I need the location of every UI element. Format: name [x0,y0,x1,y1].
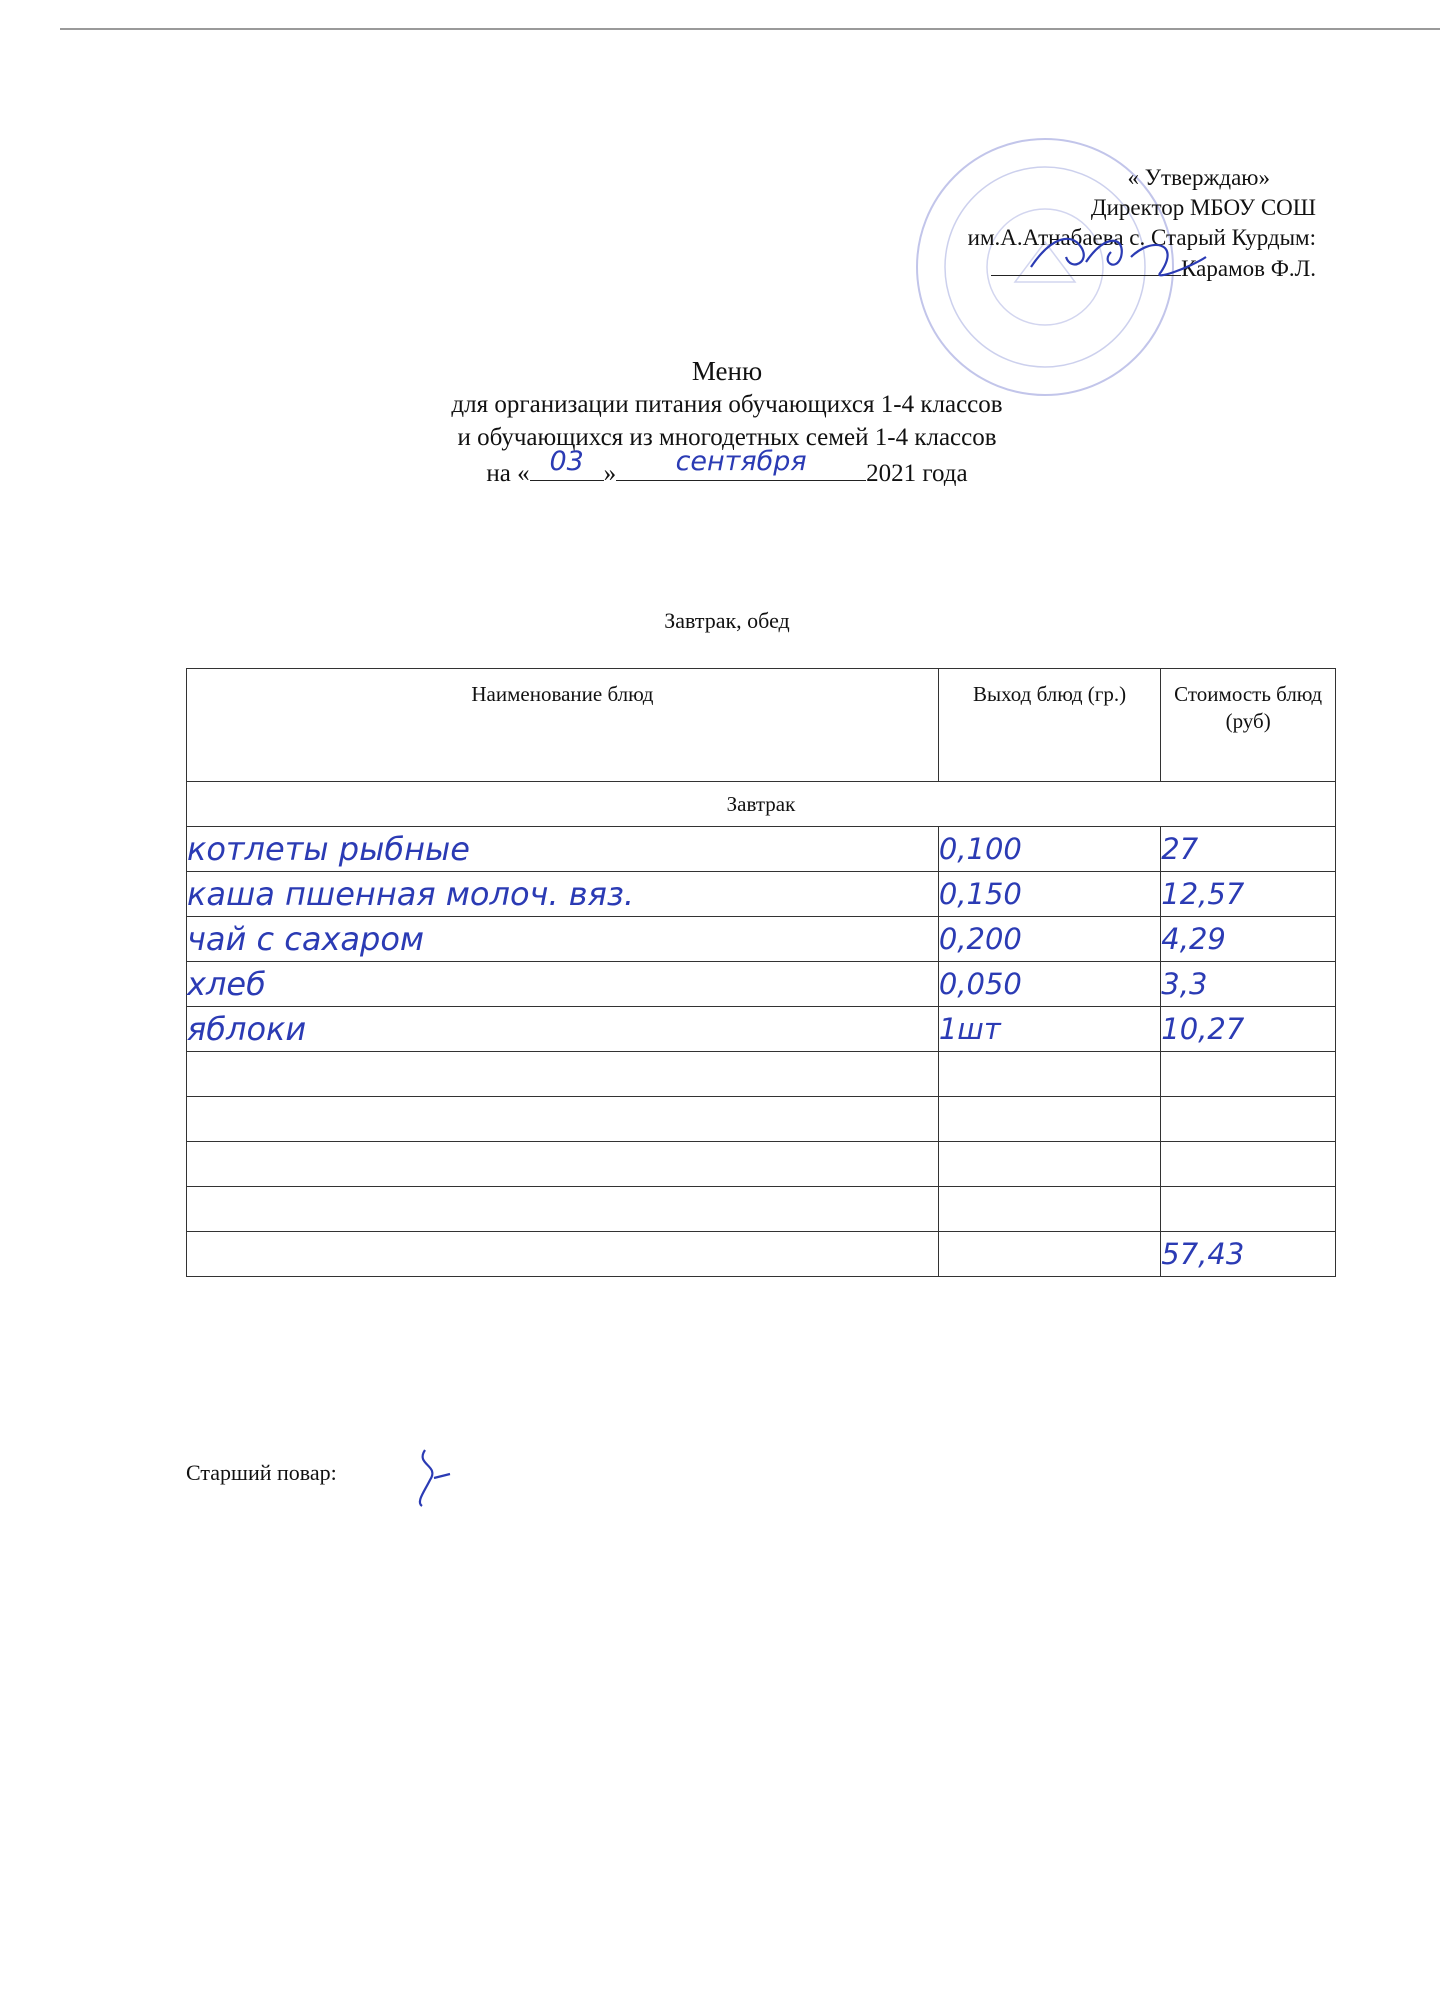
table-row-empty [187,1052,1336,1097]
approval-title: « Утверждаю» [1127,165,1270,190]
table-row-empty [187,1097,1336,1142]
dish-cost: 12,57 [1161,872,1336,917]
date-month: сентября [675,446,807,477]
dish-cost: 3,3 [1161,962,1336,1007]
section-breakfast: Завтрак [187,782,1336,827]
dish-name: котлеты рыбные [187,827,939,872]
title-date-line [0,446,1454,490]
dish-output: 0,100 [938,827,1160,872]
dish-output: 0,200 [938,917,1160,962]
dish-cost: 10,27 [1161,1007,1336,1052]
dish-cost: 27 [1161,827,1336,872]
meal-subtitle: Завтрак, обед [664,608,790,633]
date-month-slot [616,446,866,481]
director-signature-line [991,253,1181,276]
top-rule [60,28,1440,30]
dish-name: яблоки [187,1007,939,1052]
senior-cook-label: Старший повар: [186,1460,337,1485]
dish-cost: 4,29 [1161,917,1336,962]
table-row-empty [187,1142,1336,1187]
date-day-slot [530,446,604,481]
total-cost: 57,43 [1161,1232,1336,1277]
table-row-empty [187,1187,1336,1232]
approval-position: Директор МБОУ СОШ [1090,195,1316,220]
table-row [187,917,1336,962]
approval-school: им.А.Атнабаева с. Старый Курдым: [967,225,1316,250]
dish-name: хлеб [187,962,939,1007]
menu-table [186,668,1336,1277]
table-row [187,962,1336,1007]
section-row [187,782,1336,827]
director-name: Карамов Ф.Л. [1181,256,1316,281]
table-row [187,827,1336,872]
title-purpose: для организации питания обучающихся 1-4 классов [451,391,1003,418]
dish-name: чай с сахаром [187,917,939,962]
table-header-row [187,669,1336,782]
table-row [187,1007,1336,1052]
dish-output: 0,050 [938,962,1160,1007]
header-cost: Стоимость блюд (руб) [1161,669,1336,782]
title-menu: Меню [691,356,763,386]
header-output: Выход блюд (гр.) [938,669,1160,782]
director-signature [1011,227,1211,287]
approval-block [756,163,1316,284]
table-total-row [187,1232,1336,1277]
table-row [187,872,1336,917]
header-dish-name: Наименование блюд [187,669,939,782]
date-prefix: на « [486,460,530,487]
dish-name: каша пшенная молоч. вяз. [187,872,939,917]
dish-output: 0,150 [938,872,1160,917]
dish-output: 1шт [938,1007,1160,1052]
menu-title [0,355,1454,490]
title-audience: и обучающихся из многодетных семей 1-4 классов [457,424,997,451]
date-year: 2021 года [866,460,968,487]
date-day: 03 [549,446,584,477]
date-mid: » [603,460,617,487]
cook-signature [400,1440,470,1510]
